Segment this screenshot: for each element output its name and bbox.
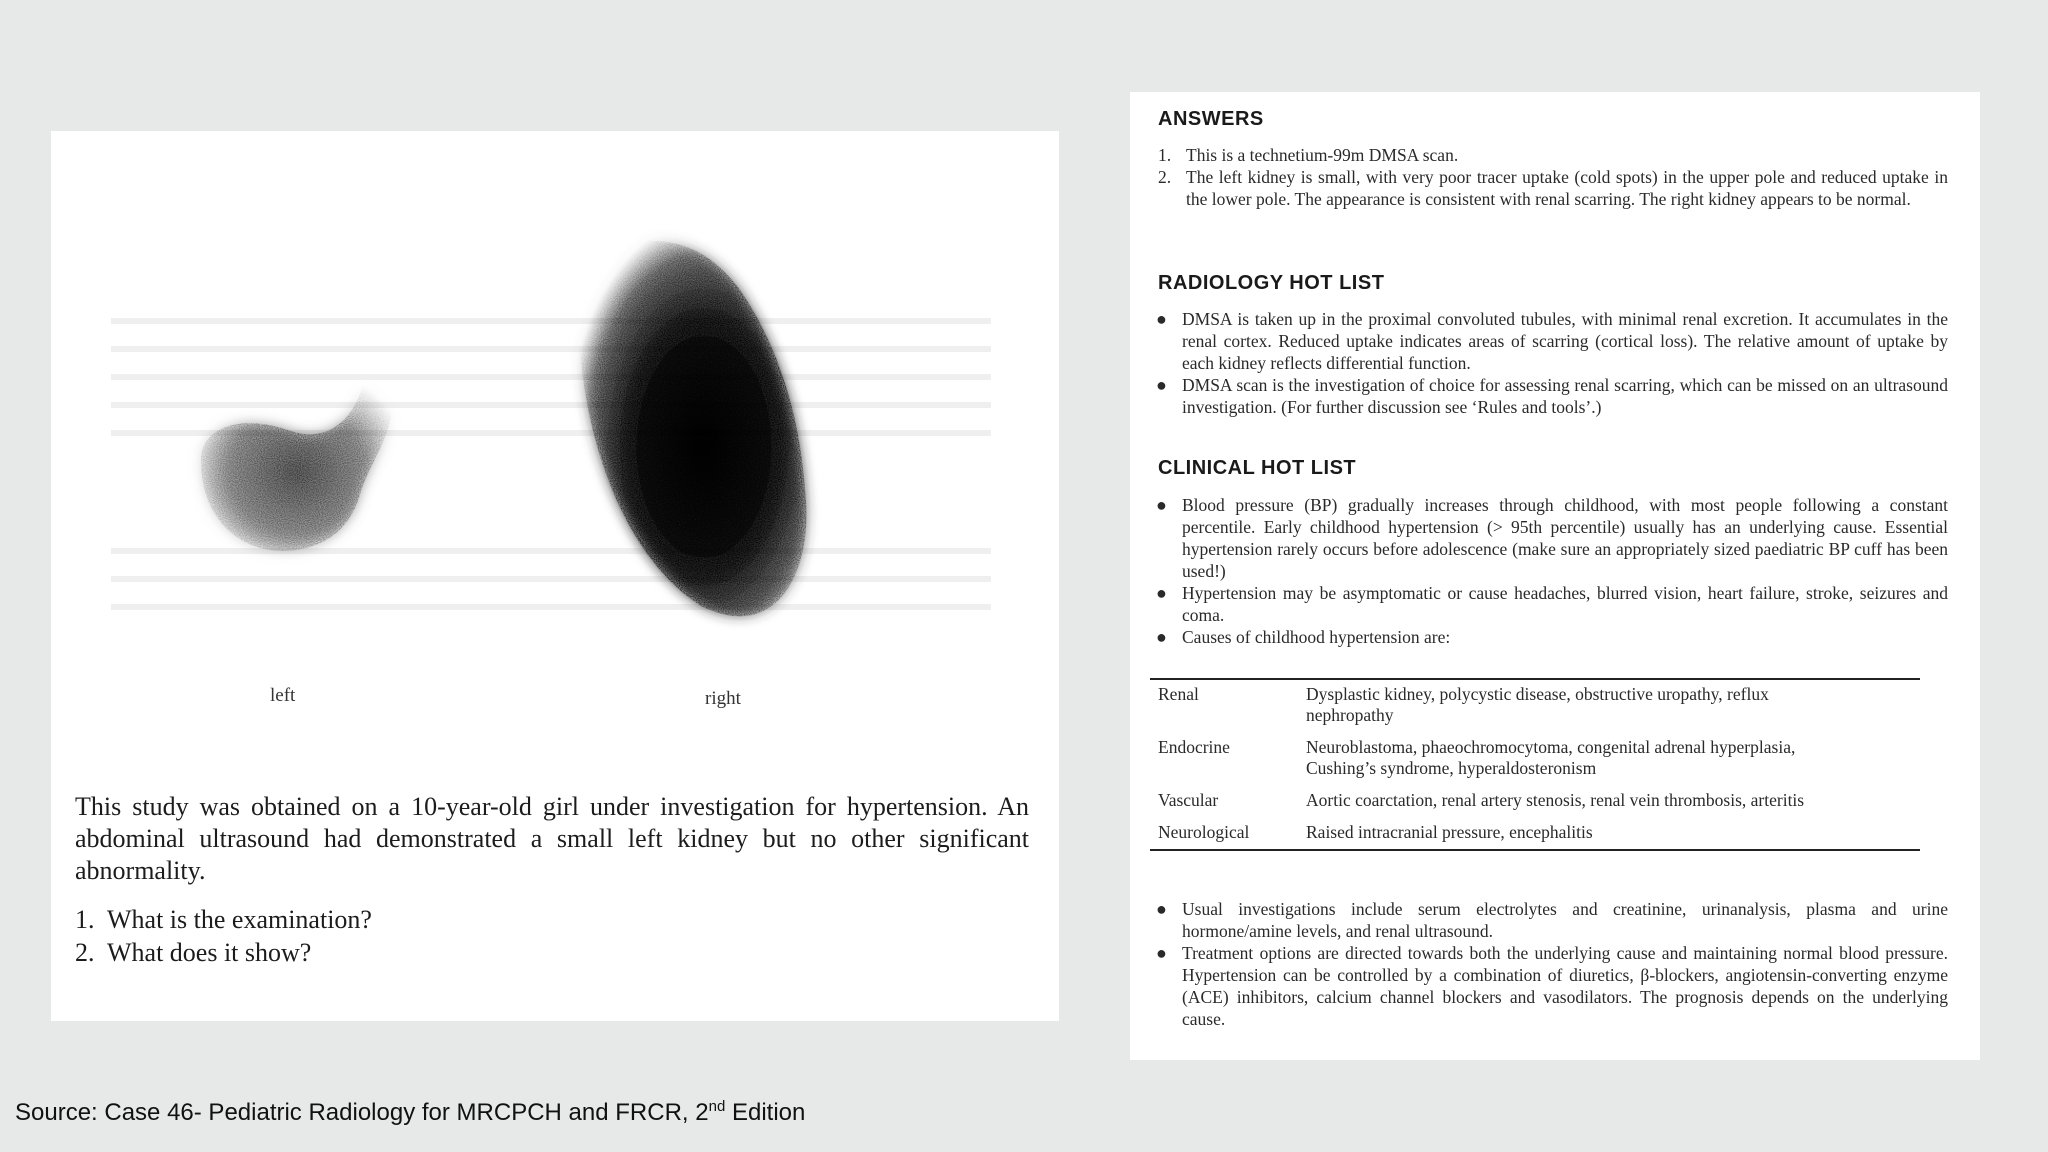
- radiology-bullet: ● DMSA is taken up in the proximal convoluted tubules, with minimal renal excretion. It accumulates in the renal cortex. Reduced uptake indicates areas of scarring (cortical loss). The relative amount of uptake by each kidney reflects differential function.: [1156, 309, 1948, 373]
- clinical-bullet: ● Hypertension may be asymptomatic or cause headaches, blurred vision, heart failure, stroke, seizures and coma.: [1156, 583, 1948, 625]
- question-item: 1. What is the examination?: [75, 905, 372, 934]
- left-kidney-label: left: [270, 685, 296, 706]
- clinical-bullet: ● Causes of childhood hypertension are:: [1156, 627, 1451, 647]
- left-book-page: [51, 131, 1059, 1021]
- clinical-bullet: ● Blood pressure (BP) gradually increases through childhood, with most people following a constant percentile. Early childhood hypertension (> 95th percentile) usually has an underlying cause. Essential hypertension rarely occurs before adolescence (make sure an appropriately sized paediatric BP cuff has been used!): [1156, 495, 1948, 581]
- answer-item: 1. This is a technetium-99m DMSA scan.: [1158, 145, 1459, 165]
- table-row: Neurological Raised intracranial pressure, encephalitis: [1158, 822, 1593, 842]
- clinical-hot-list-heading: CLINICAL HOT LIST: [1158, 457, 1357, 479]
- answers-list: [1158, 144, 1948, 210]
- hypertension-causes-table: [1150, 678, 1920, 851]
- answers-heading: ANSWERS: [1158, 108, 1264, 130]
- dmsa-scan-image: [51, 131, 1059, 731]
- table-row: Endocrine Neuroblastoma, phaeochromocytoma, congenital adrenal hyperplasia, Cushing’s syndrome, hyperaldosteronism: [1158, 737, 1796, 778]
- table-row: Renal Dysplastic kidney, polycystic disease, obstructive uropathy, reflux nephropathy: [1158, 684, 1769, 725]
- question-item: 2. What does it show?: [75, 938, 312, 967]
- left-kidney-uptake: [201, 375, 393, 551]
- clinical-bullet: ● Treatment options are directed towards both the underlying cause and maintaining normal blood pressure. Hypertension can be controlled by a combination of diuretics, β-blockers, angiotensin-converting enzyme (ACE) inhibitors, calcium channel blockers and vasodilators. The prognosis depends on the underlying cause.: [1156, 943, 1948, 1029]
- radiology-bullets: [1156, 308, 1948, 418]
- question-list: [75, 903, 372, 969]
- answer-item: 2. The left kidney is small, with very poor tracer uptake (cold spots) in the upper pole and reduced uptake in the lower pole. The appearance is consistent with renal scarring. The right kidney appears to be normal.: [1158, 167, 1948, 209]
- right-kidney-label: right: [705, 688, 741, 709]
- right-kidney-uptake: [579, 240, 807, 616]
- clinical-bullets: [1156, 494, 1948, 648]
- table-row: Vascular Aortic coarctation, renal artery stenosis, renal vein thrombosis, arteritis: [1158, 790, 1805, 810]
- case-description: This study was obtained on a 10-year-old girl under investigation for hypertension. An abdominal ultrasound had demonstrated a small left kidney but no other significant abnormality.: [75, 792, 1029, 885]
- right-book-page: [1130, 92, 1980, 1060]
- clinical-bullet: ● Usual investigations include serum electrolytes and creatinine, urinanalysis, plasma and urine hormone/amine levels, and renal ultrasound.: [1156, 899, 1948, 941]
- source-citation: Source: Case 46- Pediatric Radiology for MRCPCH and FRCR, 2nd Edition: [15, 1098, 806, 1126]
- radiology-bullet: ● DMSA scan is the investigation of choice for assessing renal scarring, which can be missed on an ultrasound investigation. (For further discussion see ‘Rules and tools’.): [1156, 375, 1948, 417]
- clinical-bullets-after-table: [1156, 898, 1948, 1030]
- radiology-hot-list-heading: RADIOLOGY HOT LIST: [1158, 272, 1385, 294]
